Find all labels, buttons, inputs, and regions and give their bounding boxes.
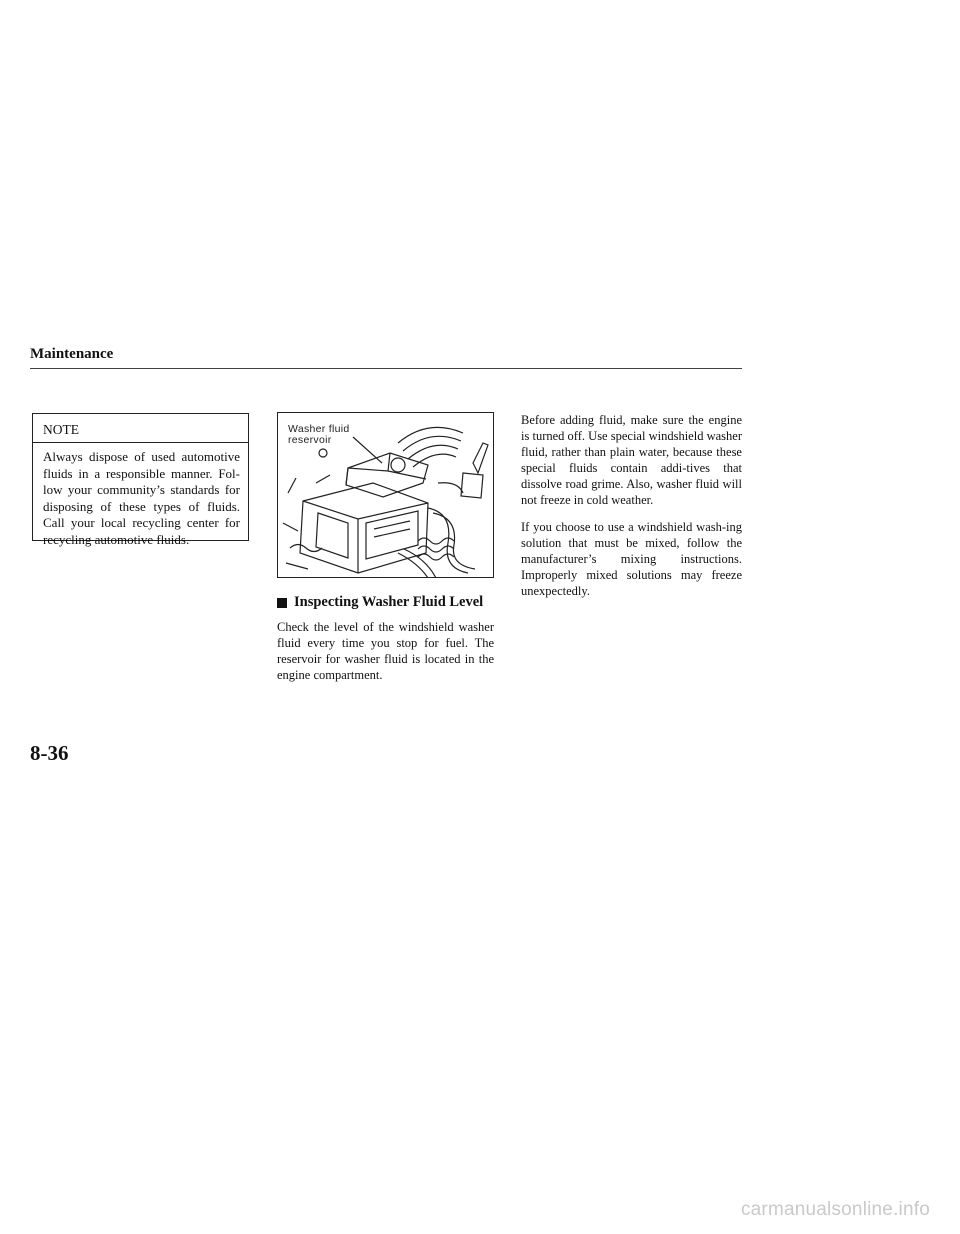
watermark: carmanualsonline.info [740,1199,930,1220]
subsection-heading [277,594,483,611]
adding-fluid-paragraph: Before adding fluid, make sure the engine is turned off. Use special windshield washer fluid, rather than plain water, because these special fluids contain addi-tives that dissolve road grime. Also, washer fluid will not freeze in cold weather. [521,413,742,507]
section-title: Maintenance [30,346,114,362]
inspect-paragraph: Check the level of the windshield washer fluid every time you stop for fuel. The reservoir for washer fluid is located in the engine compartment. [277,620,494,682]
mixing-paragraph: If you choose to use a windshield wash-ing solution that must be mixed, follow the manufacturer’s mixing instructions. Improperly mixed solutions may freeze unexpectedly. [521,520,742,598]
square-bullet-icon [277,598,287,608]
subsection-heading-text: Inspecting Washer Fluid Level [294,594,484,610]
figure-callout-label [288,424,350,446]
right-column [521,412,742,610]
header-rule [30,368,742,369]
note-box [32,413,249,547]
engine-compartment-illustration [277,412,494,578]
note-heading: NOTE [33,414,248,443]
callout-line-1: Washer fluid [288,423,350,435]
callout-line-2: reservoir [288,434,332,446]
note-body: Always dispose of used automotive fluids in a responsible manner. Fol-low your community’s standards for disposing of these types of fluids. Call your local recycling center for recycling automotive fluids. [43,449,240,547]
page-number: 8-36 [30,741,69,765]
